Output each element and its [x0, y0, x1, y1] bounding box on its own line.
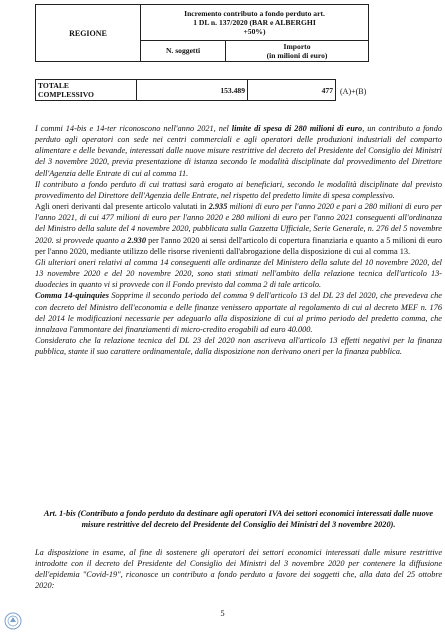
table-title-line: Incremento contributo a fondo perduto art. [184, 8, 325, 18]
totals-importo: 477 [248, 80, 336, 101]
table-title-line: +50%) [243, 26, 266, 36]
article-body [35, 547, 442, 592]
text-run-bold: limite di spesa di 280 milioni di euro [231, 124, 363, 133]
article-heading: Art. 1-bis (Contributo a fondo perduto da destinare agli operatori IVA dei settori economici interessati dalle nuove misure restrittive del decreto del Presidente del Consiglio dei Ministri del 3 novembre 2020). [43, 509, 434, 529]
paragraph [35, 123, 442, 179]
text-run-bold: Comma 14-quinquies [35, 291, 109, 301]
totals-note: (A)+(B) [340, 87, 367, 96]
regione-header: REGIONE [36, 5, 141, 62]
col-importo-line: (in milioni di euro) [266, 50, 328, 60]
text-run: Sopprime il secondo periodo del comma 9 dell'articolo 13 del DL 23 del 2020, che prevedeva che con decreto del Ministro dell'economia e delle finanze venissero apportate al regolamento di cui al decreto MEF n. 176 del 2014 le modificazioni necessarie per adeguarlo alla disposizione di cui al primo periodo del predetto comma, che innalzava l'ammontare dei finanziamenti di micro-credito erogabili ad euro 40.000. [35, 291, 442, 334]
paragraph [35, 290, 442, 335]
totals-label-line: TOTALE [38, 81, 69, 90]
header-table [35, 4, 369, 62]
text-run-bold: 2.930 [127, 235, 146, 245]
body-text [35, 123, 442, 357]
text-run: milioni di euro per l'anno 2020 e pari a 280 milioni di euro per l'anno 2021, di cui 477 milioni di euro per l'anno 2020 e 280 milioni di euro per l'anno 2021 conseguenti all'ordinanza del Ministro della salute del 4 novembre 2020, pubblicata sulla Gazzetta Ufficiale, Serie Generale, n. 276 del 5 novembre 2020. si provvede quanto a [35, 202, 442, 245]
text-run: Agli oneri derivanti dal presente articolo valutati in [35, 202, 209, 212]
totals-label-line: COMPLESSIVO [38, 90, 94, 99]
totals-table [35, 79, 336, 101]
paragraph: La disposizione in esame, al fine di sostenere gli operatori dei settori economici interessati dalle misure restrittive introdotte con il decreto del Presidente del Consiglio dei Ministri del 3 novembre 2020 per contenere la diffusione dell'epidemia "Covid-19", riconosce un contributo a fondo perduto a favore dei soggetti che, alla data del 25 ottobre 2020: [35, 548, 442, 591]
page-number: 5 [220, 608, 225, 618]
text-run: per l'anno 2020 ai sensi dell'articolo di copertura finanziaria e quanto a 5 milioni di euro per l'anno 2020, mediante utilizzo delle risorse rivenienti dall'abrogazione della disposizione di cui al comma 13. [35, 235, 442, 256]
col-soggetti-header: N. soggetti [141, 40, 226, 61]
text-run: , un contributo a fondo perduto agli operatori con sede nei centri commerciali e agli operatori delle produzioni industriali del comparto alimentare e delle bevande, interessati dalle nuove misure restrittive del decreto del Presidente del Consiglio dei Ministri del 3 novembre 2020, previa presentazione di istanza secondo le modalità disciplinate dal provvedimento del Direttore dell'Agenzia delle Entrate di cui al comma 11. [35, 124, 442, 178]
totals-label [36, 80, 137, 101]
col-importo-line: Importo [283, 41, 311, 51]
paragraph: Il contributo a fondo perduto di cui trattasi sarà erogato ai beneficiari, secondo le modalità disciplinate dal previsto provvedimento del Direttore dell'Agenzia delle Entrate, nel rispetto del predetto limite di spesa complessivo. [35, 179, 442, 200]
text-run-bold: 2.935 [208, 202, 228, 212]
paragraph: Considerato che la relazione tecnica del DL 23 del 2020 non ascriveva all'articolo 13 effetti negativi per la finanza pubblica, stante il suo carattere ordinamentale, dalla disposizione non derivano oneri per la finanza pubblica. [35, 335, 442, 357]
paragraph [35, 201, 442, 257]
table-title-cell [141, 5, 369, 41]
paragraph: Gli ulteriori oneri relativi al comma 14 conseguenti alle ordinanze del Ministero della salute del 10 novembre 2020, del 13 novembre 2020 e del 20 novembre 2020, sono stati stimati nell'ambito della relazione tecnica dell'articolo 13-duodecies in quanto vi si provvede con il Fondo previsto dal comma 2 di tale articolo. [35, 257, 442, 290]
seal-icon [4, 612, 22, 630]
text-run: I commi 14-bis e 14-ter riconoscono nell'anno 2021, nel [35, 124, 232, 133]
table-row [36, 80, 336, 101]
table-title-line: 1 DL n. 137/2020 (BAR e ALBERGHI [193, 17, 316, 27]
col-importo-header [226, 40, 369, 61]
totals-soggetti: 153.489 [137, 80, 248, 101]
